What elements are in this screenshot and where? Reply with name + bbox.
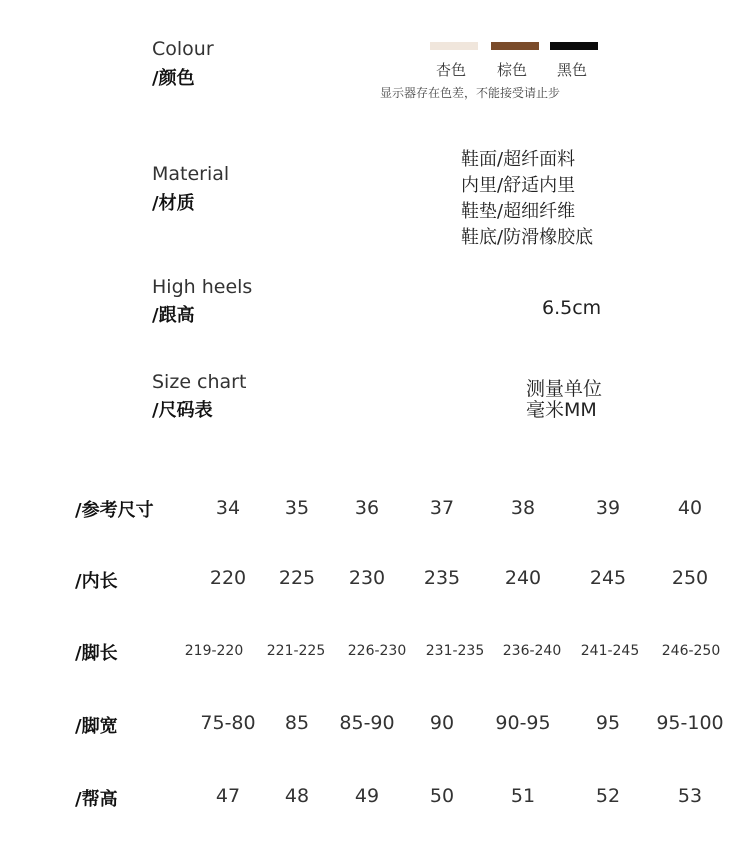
table-cell: 47: [215, 785, 241, 807]
table-cell: 219-220: [184, 643, 244, 659]
table-cell: 35: [284, 497, 310, 519]
table-cell: 230: [348, 567, 386, 589]
table-cell: 53: [677, 785, 703, 807]
row-label-upper-height: /帮高: [75, 789, 118, 810]
unit-value: 毫米MM: [526, 399, 597, 421]
table-cell: 220: [209, 567, 247, 589]
table-cell: 231-235: [425, 643, 485, 659]
table-cell: 39: [595, 497, 621, 519]
table-cell: 85: [284, 712, 310, 734]
colour-disclaimer: 显示器存在色差，不能接受请止步: [380, 86, 561, 100]
unit-label: 测量单位: [526, 378, 603, 400]
table-cell: 90-95: [495, 712, 551, 734]
table-cell: 95-100: [656, 712, 724, 734]
table-cell: 36: [354, 497, 380, 519]
table-cell: 50: [429, 785, 455, 807]
table-cell: 85-90: [339, 712, 395, 734]
table-cell: 52: [595, 785, 621, 807]
colour-label-en: Colour: [152, 38, 214, 60]
table-cell: 245: [589, 567, 627, 589]
material-line: 鞋底/防滑橡胶底: [461, 227, 594, 248]
swatch-name-brown: 棕色: [497, 61, 528, 79]
size-chart-label-cn: /尺码表: [152, 400, 213, 421]
table-cell: 51: [510, 785, 536, 807]
table-cell: 38: [510, 497, 536, 519]
row-label-inner-length: /内长: [75, 571, 118, 592]
table-cell: 48: [284, 785, 310, 807]
table-cell: 240: [504, 567, 542, 589]
size-chart-label-en: Size chart: [152, 371, 247, 393]
table-cell: 241-245: [580, 643, 640, 659]
table-cell: 37: [429, 497, 455, 519]
heels-label-cn: /跟高: [152, 305, 195, 326]
material-line: 鞋垫/超细纤维: [461, 201, 576, 222]
table-cell: 75-80: [200, 712, 256, 734]
swatch-name-apricot: 杏色: [436, 61, 467, 79]
swatch-name-black: 黑色: [557, 61, 588, 79]
table-cell: 95: [595, 712, 621, 734]
swatch-black: [550, 42, 598, 50]
row-label-foot-length: /脚长: [75, 643, 118, 664]
material-label-en: Material: [152, 163, 230, 185]
row-label-foot-width: /脚宽: [75, 716, 118, 737]
table-cell: 226-230: [347, 643, 407, 659]
table-cell: 34: [215, 497, 241, 519]
heel-height-value: 6.5cm: [542, 297, 602, 319]
colour-label-cn: /颜色: [152, 68, 195, 89]
table-cell: 90: [429, 712, 455, 734]
table-cell: 40: [677, 497, 703, 519]
table-cell: 221-225: [266, 643, 326, 659]
swatch-brown: [491, 42, 539, 50]
heels-label-en: High heels: [152, 276, 253, 298]
row-label-size: /参考尺寸: [75, 500, 154, 521]
material-line: 鞋面/超纤面料: [461, 149, 576, 170]
swatch-apricot: [430, 42, 478, 50]
table-cell: 246-250: [661, 643, 721, 659]
table-cell: 236-240: [502, 643, 562, 659]
table-cell: 225: [278, 567, 316, 589]
table-cell: 235: [423, 567, 461, 589]
material-line: 内里/舒适内里: [461, 175, 576, 196]
material-label-cn: /材质: [152, 193, 195, 214]
table-cell: 49: [354, 785, 380, 807]
table-cell: 250: [671, 567, 709, 589]
